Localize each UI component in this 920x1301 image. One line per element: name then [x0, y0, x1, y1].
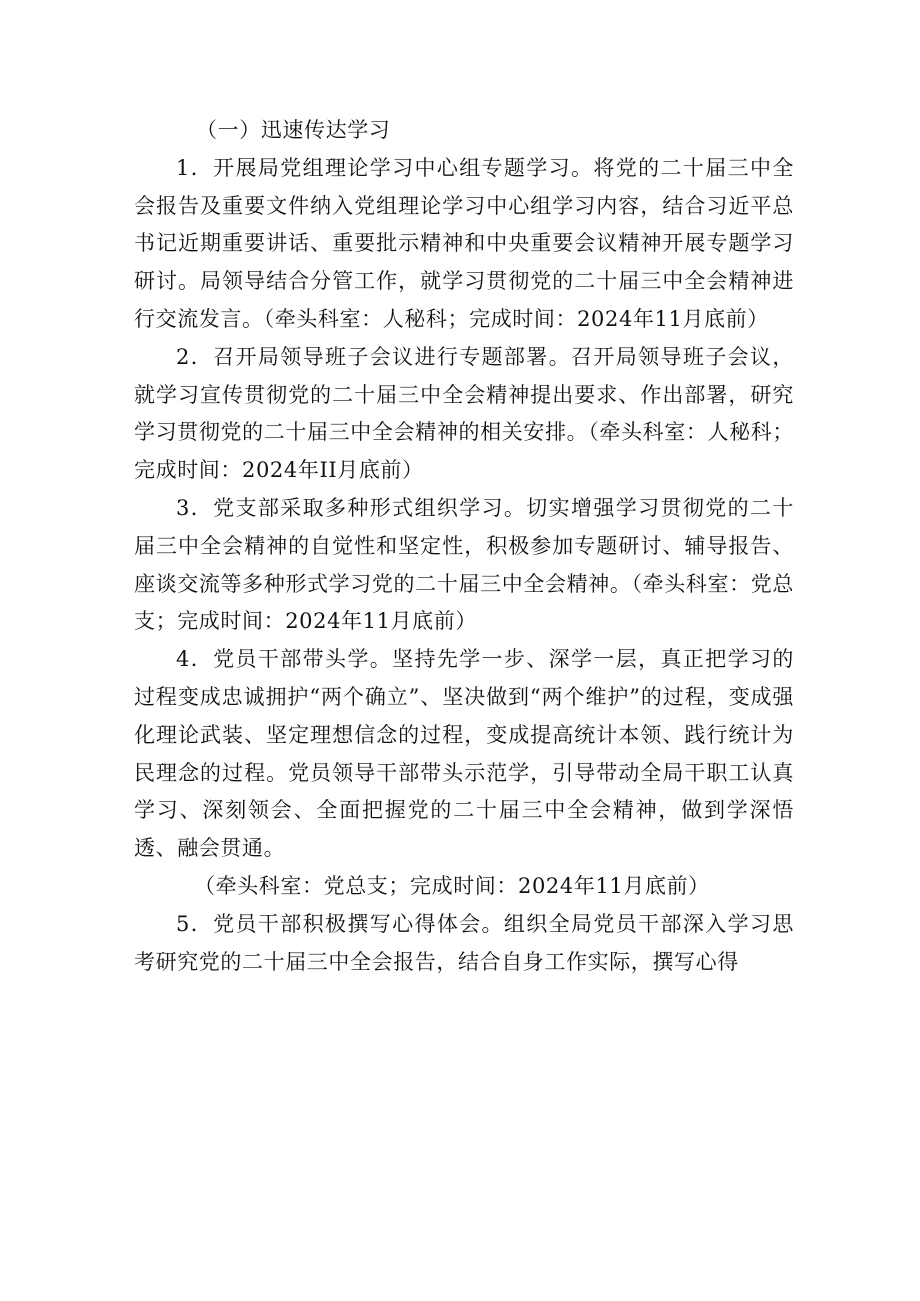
responsibility-note: （牵头科室：党总支；完成时间：2024年11月底前） [194, 873, 710, 898]
paragraph-2: 2．召开局领导班子会议进行专题部署。召开局领导班子会议，就学习宣传贯彻党的二十届三中全会精神提出要求、作出部署，研究学习贯彻党的二十届三中全会精神的相关安排。（牵头科室：人秘科；完成时间：2024年II月底前） [134, 344, 794, 483]
paragraph-5: 5．党员干部积极撰写心得体会。组织全局党员干部深入学习思考研究党的二十届三中全会报告，结合自身工作实际，撰写心得 [134, 911, 794, 974]
document-body [134, 112, 794, 981]
section-heading: （一）迅速传达学习 [196, 118, 391, 142]
paragraph-3: 3．党支部采取多种形式组织学习。切实增强学习贯彻党的二十届三中全会精神的自觉性和坚定性，积极参加专题研讨、辅导报告、座谈交流等多种形式学习党的二十届三中全会精神。（牵头科室：党总支；完成时间：2024年11月底前） [134, 495, 794, 634]
paragraph-1: 1．开展局党组理论学习中心组专题学习。将党的二十届三中全会报告及重要文件纳入党组理论学习中心组学习内容，结合习近平总书记近期重要讲话、重要批示精神和中央重要会议精神开展专题学习研讨。局领导结合分管工作，就学习贯彻党的二十届三中全会精神进行交流发言。（牵头科室：人秘科；完成时间：2024年11月底前） [134, 155, 794, 331]
paragraph-4: 4．党员干部带头学。坚持先学一步、深学一层，真正把学习的过程变成忠诚拥护“两个确立”、坚决做到“两个维护”的过程，变成强化理论武装、坚定理想信念的过程，变成提高统计本领、践行统计为民理念的过程。党员领导干部带头示范学，引导带动全局干职工认真学习、深刻领会、全面把握党的二十届三中全会精神，做到学深悟透、融会贯通。 [134, 647, 794, 861]
